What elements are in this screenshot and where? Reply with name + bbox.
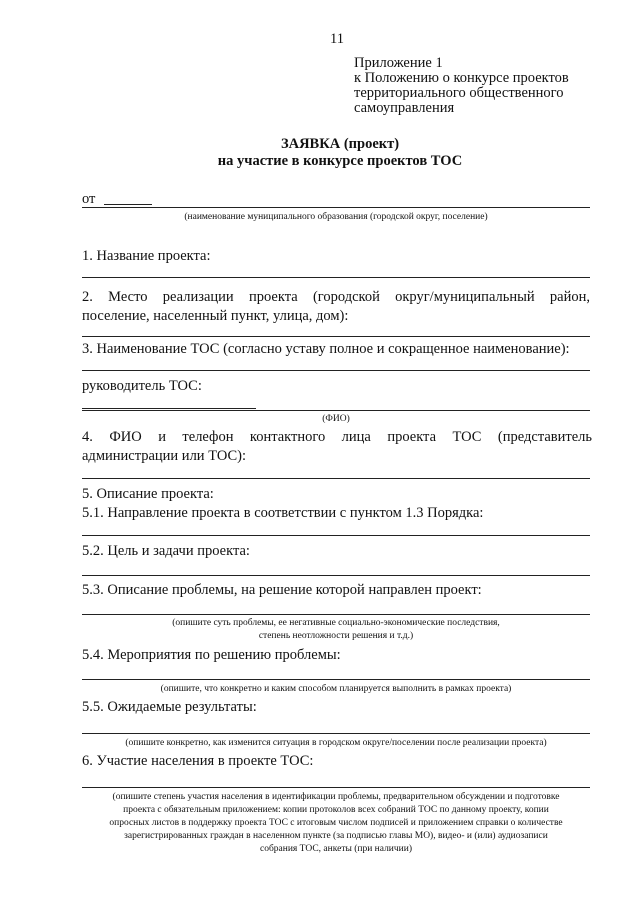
- from-label: от: [82, 191, 96, 207]
- section-4-field-line[interactable]: [82, 478, 590, 479]
- section-2-label-line-1: 2. Место реализации проекта (городской округ/муниципальный район,: [82, 289, 590, 305]
- section-5-3-label: 5.3. Описание проблемы, на решение которой направлен проект:: [82, 582, 482, 598]
- fio-hint: (ФИО): [322, 414, 350, 424]
- section-5-5-hint: (опишите конкретно, как изменится ситуация в городском округе/поселении после реализации проекта): [125, 738, 547, 748]
- head-field-line[interactable]: [82, 410, 590, 411]
- section-2-label-line-2: поселение, населенный пункт, улица, дом):: [82, 308, 349, 324]
- section-5-5-field-line[interactable]: [82, 733, 590, 734]
- section-5-1-field-line[interactable]: [82, 535, 590, 536]
- section-5-label: 5. Описание проекта:: [82, 486, 214, 502]
- section-5-4-hint: (опишите, что конкретно и каким способом планируется выполнить в рамках проекта): [160, 684, 512, 694]
- from-hint: (наименование муниципального образования (городской округ, поселение): [184, 212, 488, 222]
- section-6-hint-line-4: зарегистрированных граждан в населенном пункте (за подписью главы МО), видео- и (или) аудиозаписи: [124, 831, 548, 841]
- section-4-label-line-1: 4. ФИО и телефон контактного лица проекта ТОС (представитель: [82, 429, 592, 445]
- section-5-3-hint-line-1: (опишите суть проблемы, ее негативные социально-экономические последствия,: [172, 618, 500, 628]
- from-field-line[interactable]: [82, 207, 590, 208]
- title-line-2: на участие в конкурсе проектов ТОС: [217, 153, 463, 169]
- section-4-label-line-2: администрации или ТОС):: [82, 448, 247, 464]
- section-5-2-field-line[interactable]: [82, 575, 590, 576]
- section-6-hint-line-1: (опишите степень участия населения в идентификации проблемы, предварительном обсуждении и подготовке: [112, 792, 560, 802]
- section-6-label: 6. Участие населения в проекте ТОС:: [82, 753, 314, 769]
- section-5-1-label: 5.1. Направление проекта в соответствии с пунктом 1.3 Порядка:: [82, 505, 484, 521]
- section-6-hint-line-3: опросных листов в поддержку проекта ТОС с итоговым числом подписей и приложением справки о количестве: [109, 818, 563, 828]
- section-2-field-line[interactable]: [82, 336, 590, 337]
- appendix-line-4: самоуправления: [354, 100, 455, 116]
- appendix-line-2: к Положению о конкурсе проектов: [354, 70, 569, 86]
- section-5-3-field-line[interactable]: [82, 614, 590, 615]
- section-1-label: 1. Название проекта:: [82, 248, 211, 264]
- appendix-line-1: Приложение 1: [354, 55, 443, 71]
- section-1-field-line[interactable]: [82, 277, 590, 278]
- document-title: [0, 136, 640, 170]
- head-label: руководитель ТОС:: [82, 378, 202, 394]
- section-5-3-hint-line-2: степень неотложности решения и т.д.): [258, 631, 414, 641]
- section-3-field-line[interactable]: [82, 370, 590, 371]
- page-number: 11: [330, 31, 344, 47]
- section-5-5-label: 5.5. Ожидаемые результаты:: [82, 699, 257, 715]
- from-underline-short: [104, 204, 152, 205]
- head-field-line-left[interactable]: [82, 408, 256, 409]
- section-5-4-field-line[interactable]: [82, 679, 590, 680]
- section-5-2-label: 5.2. Цель и задачи проекта:: [82, 543, 250, 559]
- section-6-hint-line-2: проекта с обязательным приложением: копии протоколов всех собраний ТОС по данному проекту, копии: [123, 805, 549, 815]
- appendix-line-3: территориального общественного: [354, 85, 564, 101]
- section-3-label: 3. Наименование ТОС (согласно уставу полное и сокращенное наименование):: [82, 341, 570, 357]
- section-6-hint-line-5: собрания ТОС, анкеты (при наличии): [260, 844, 412, 854]
- title-line-1: ЗАЯВКА (проект): [280, 136, 400, 152]
- appendix-block: [354, 56, 569, 116]
- section-5-4-label: 5.4. Мероприятия по решению проблемы:: [82, 647, 341, 663]
- section-6-field-line[interactable]: [82, 787, 590, 788]
